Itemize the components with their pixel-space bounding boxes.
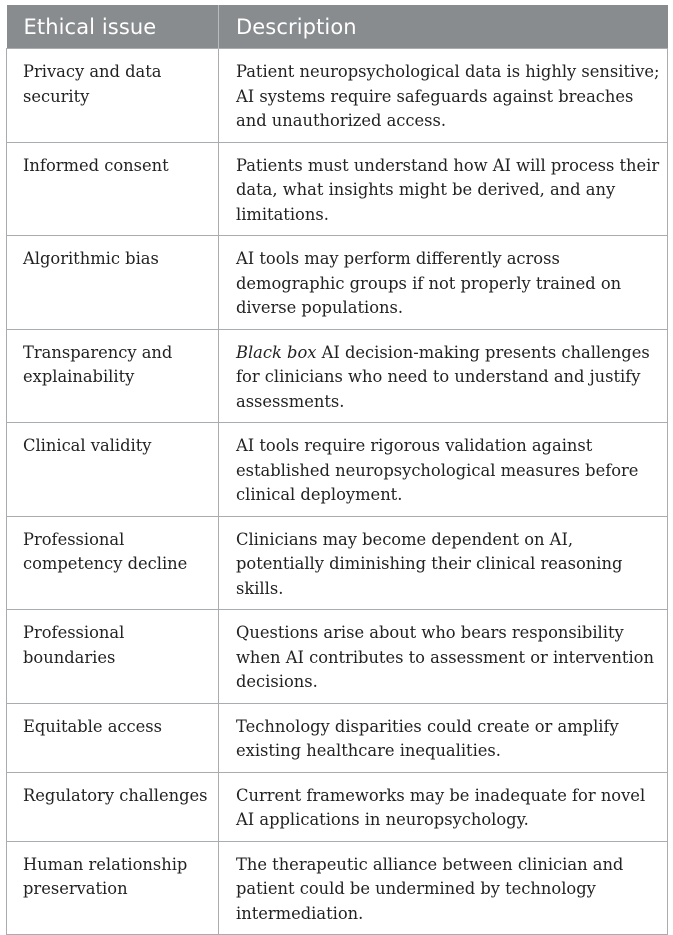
description-text: AI decision-making presents challenges for clinicians who need to understand and justify assessments. — [236, 342, 650, 411]
issue-cell: Human relationship preservation — [7, 841, 219, 935]
issue-cell: Algorithmic bias — [7, 236, 219, 330]
header-row — [7, 5, 668, 49]
table-row — [7, 49, 668, 143]
description-italic-term: Black box — [236, 342, 317, 362]
issue-cell: Professional competency decline — [7, 516, 219, 610]
table-row — [7, 703, 668, 772]
issue-cell: Professional boundaries — [7, 610, 219, 704]
description-cell: AI tools may perform differently across demographic groups if not properly trained on diverse populations. — [219, 236, 668, 330]
table-row — [7, 610, 668, 704]
description-cell — [219, 329, 668, 423]
table-header — [7, 5, 668, 49]
issue-cell: Transparency and explainability — [7, 329, 219, 423]
description-cell: Technology disparities could create or amplify existing healthcare inequalities. — [219, 703, 668, 772]
table-row — [7, 236, 668, 330]
description-cell: The therapeutic alliance between clinician and patient could be undermined by technology intermediation. — [219, 841, 668, 935]
table-row — [7, 423, 668, 517]
ethical-issues-table — [6, 5, 668, 935]
description-cell: Clinicians may become dependent on AI, potentially diminishing their clinical reasoning skills. — [219, 516, 668, 610]
description-cell: Current frameworks may be inadequate for novel AI applications in neuropsychology. — [219, 772, 668, 841]
description-cell: Patient neuropsychological data is highly sensitive; AI systems require safeguards against breaches and unauthorized access. — [219, 49, 668, 143]
description-cell: AI tools require rigorous validation against established neuropsychological measures before clinical deployment. — [219, 423, 668, 517]
table-body — [7, 49, 668, 935]
issue-cell: Regulatory challenges — [7, 772, 219, 841]
table-row — [7, 329, 668, 423]
header-ethical-issue: Ethical issue — [7, 5, 219, 49]
table-row — [7, 516, 668, 610]
issue-cell: Informed consent — [7, 142, 219, 236]
table-row — [7, 142, 668, 236]
issue-cell: Equitable access — [7, 703, 219, 772]
issue-cell: Privacy and data security — [7, 49, 219, 143]
header-description: Description — [219, 5, 668, 49]
ethics-table-container — [6, 5, 667, 935]
description-cell: Questions arise about who bears responsibility when AI contributes to assessment or intervention decisions. — [219, 610, 668, 704]
table-row — [7, 772, 668, 841]
issue-cell: Clinical validity — [7, 423, 219, 517]
description-cell: Patients must understand how AI will process their data, what insights might be derived, and any limitations. — [219, 142, 668, 236]
table-row — [7, 841, 668, 935]
